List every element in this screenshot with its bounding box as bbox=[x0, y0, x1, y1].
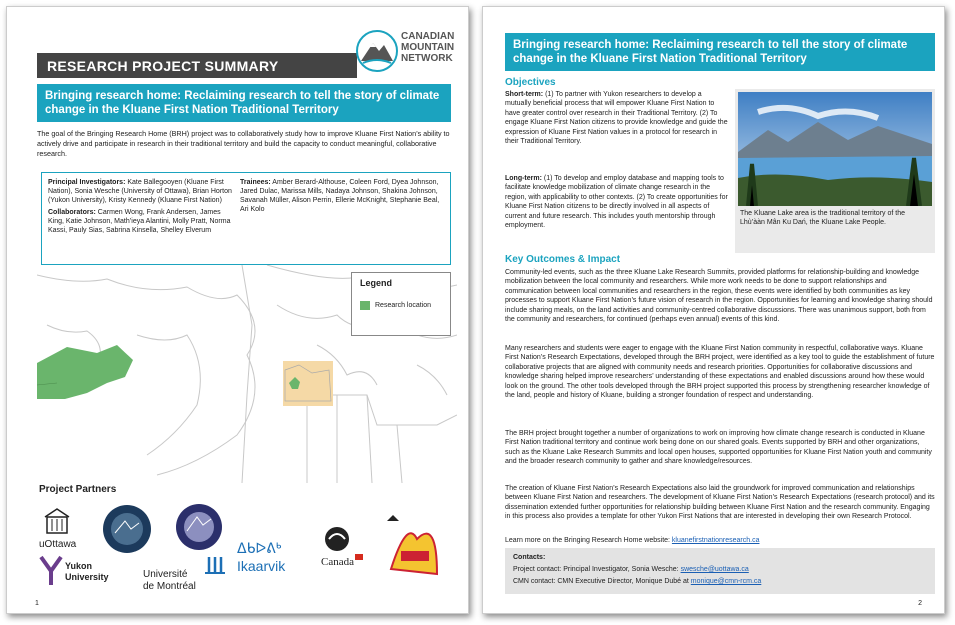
long-term-objective: Long-term: (1) To develop and employ database and mapping tools to facilitate knowledge mobilization of climate change research in the region, with applicability to other contexts. (2) To create opportunities for Kluane First Nation citizens to be directly involved in all aspects of current and future research. This includes youth mentorship through employment. bbox=[505, 175, 728, 230]
page-number-1: 1 bbox=[35, 600, 39, 607]
ikaarvik-syllabics: ᐃᑲᐅᕕᒃ bbox=[237, 541, 282, 557]
cmn-contact: CMN contact: CMN Executive Director, Monique Dubé at monique@cmn-rcm.ca bbox=[513, 578, 762, 585]
first-nation-seal-logo bbox=[176, 504, 222, 550]
project-contact: Project contact: Principal Investigator, Sonia Wesche: swesche@uottawa.ca bbox=[513, 566, 749, 573]
yukon-text-2: University bbox=[65, 572, 109, 582]
outcomes-heading: Key Outcomes & Impact bbox=[505, 254, 621, 265]
seal-logo bbox=[103, 505, 151, 553]
team-box bbox=[41, 172, 451, 265]
outcome-paragraph-1: Community-led events, such as the three Kluane Lake Research Summits, provided platforms for relationship-building and knowledge mobilization between the local community and researchers. While more work needs to be done to support relationships and communication between local communities and researchers in the region, these events were identified by both communities as key processes to support Kluane First Nation’s future vision of research in the region. Opportunities for learning and knowledge sharing should include sharing meals, on the land activities and community-centred collaborative discussions. There was unanimous support, both from the community and researchers, for continued (perhaps even annual) events of this kind. bbox=[505, 269, 933, 324]
page-title: Bringing research home: Reclaiming research to tell the story of climate change in the Kluane First Nation Traditional Territory bbox=[37, 84, 451, 122]
learn-more-line: Learn more on the Bringing Research Home website: kluanefirstnationresearch.ca bbox=[505, 537, 760, 544]
goal-paragraph: The goal of the Bringing Research Home (BRH) project was to collaboratively study how to improve Kluane First Nation’s ability to actively drive and participate in research in their traditional territory and build the capacity to conduct meaningful, collaborative research. bbox=[37, 129, 450, 158]
logo-line-2: MOUNTAIN bbox=[401, 42, 455, 53]
contacts-box bbox=[505, 548, 935, 594]
photo-caption: The Kluane Lake area is the traditional territory of the Lhù’ààn Mân Ku Dań, the Kluane Lake People. bbox=[740, 210, 905, 226]
mountain-logo-icon bbox=[355, 29, 399, 73]
outcome-paragraph-3: The BRH project brought together a number of organizations to work on improving how climate change research is conducted in Kluane First Nation traditional territory and continue work being done on our shared goals. Events supported by BRH and other organizations, such as the Kluane Lake Research Summits and local open houses, supported opportunities for Kluane First Nation youth and community and the broader research community to gather and share knowledge/resources. bbox=[505, 430, 932, 466]
partners-heading: Project Partners bbox=[39, 484, 117, 495]
cmn-email-link[interactable]: monique@cmn-rcm.ca bbox=[690, 578, 762, 585]
logo-line-3: NETWORK bbox=[401, 53, 453, 64]
ikaarvik-logo bbox=[237, 541, 286, 574]
outcome-paragraph-2: Many researchers and students were eager to engage with the Kluane First Nation community in respectful, collaborative ways. Kluane First Nation’s Research Expectations, developed through the BRH project, were identified as a key tool to guide the establishment of future collaborative projects that are aligned with community needs and research priorities. Opportunities for collaborative discussions and knowledge sharing helped improve researchers’ understanding of these expectations and enabled discussions around how these would look on the ground. The other tools developed through the BRH project supported this process by strengthening researcher knowledge of the land, people and history of Kluane, building a stronger foundation of respect and understanding. bbox=[505, 345, 935, 400]
yukon-logo bbox=[41, 557, 109, 585]
cmn-logo bbox=[355, 27, 455, 79]
summary-banner: RESEARCH PROJECT SUMMARY bbox=[37, 53, 357, 78]
ikaarvik-text: Ikaarvik bbox=[237, 558, 286, 574]
principal-investigators: Principal Investigators: Kate Ballegooyen (Kluane First Nation), Sonia Wesche (University of Ottawa), Brian Horton (Yukon University), Kristy Kennedy (Kluane First Nation) bbox=[48, 179, 232, 204]
outcome-paragraph-4: The creation of Kluane First Nation’s Research Expectations also laid the groundwork for improved communication and relationships between Kluane First Nation and researchers. The development of Kluane First Nation’s Research Expectations (research protocol) and its dissemination extended further opportunities for relationship building between Kluane First Nation and the research community. Engaging in this process also provides a template for other Yukon First Nations that are interested in developing their own Research Protocol. bbox=[505, 485, 935, 521]
kluane-lake-image bbox=[738, 92, 932, 206]
trainees: Trainees: Amber Berard-Althouse, Coleen Ford, Dyea Johnson, Jared Dulac, Marissa Mills, Nadaya Johnson, Shakina Johnson, Savanah Müller, Alison Perrin, Ellerie McKnight, Stephanie Beal, Ari Kolo bbox=[240, 179, 440, 213]
collaborators: Collaborators: Carmen Wong, Frank Andersen, James King, Katie Johnson, Math’ieya Alantini, Molly Pratt, Norma Kassi, Pauly Sias, Sabrina Kinsella, Shelley Elverum bbox=[48, 209, 231, 234]
partner-logos bbox=[37, 499, 457, 604]
uottawa-logo bbox=[39, 509, 77, 550]
page-number-2: 2 bbox=[918, 600, 922, 607]
project-email-link[interactable]: swesche@uottawa.ca bbox=[680, 566, 749, 573]
short-term-objective: Short-term: (1) To partner with Yukon researchers to develop a mutually beneficial process that will empower Kluane First Nation to have greater control over research in their Traditional Territory. (2) To engage Kluane First Nation citizens to provide knowledge and guide the expression of Kluane First Nation values in a protocol for research in their Traditional Territory. bbox=[505, 91, 728, 146]
yukon-text-1: Yukon bbox=[65, 561, 93, 571]
canada-text: Canada bbox=[321, 556, 354, 568]
page-1 bbox=[6, 6, 469, 614]
kluane-photo-card bbox=[735, 89, 935, 253]
page-title-2: Bringing research home: Reclaiming research to tell the story of climate change in the Kluane First Nation Traditional Territory bbox=[505, 33, 935, 71]
legend-swatch bbox=[360, 301, 370, 310]
udem-logo bbox=[143, 557, 225, 592]
legend-label: Research location bbox=[375, 302, 432, 309]
canada-logo bbox=[321, 527, 363, 568]
map-legend bbox=[351, 272, 451, 336]
legend-title: Legend bbox=[360, 278, 393, 288]
objectives-heading: Objectives bbox=[505, 77, 556, 88]
page-2 bbox=[482, 6, 945, 614]
community-logo bbox=[387, 515, 437, 574]
udem-text-2: de Montréal bbox=[143, 581, 196, 592]
contacts-heading: Contacts: bbox=[513, 554, 546, 561]
logo-line-1: CANADIAN bbox=[401, 31, 455, 42]
uottawa-text: uOttawa bbox=[39, 539, 77, 550]
legend-item bbox=[360, 301, 442, 310]
website-link[interactable]: kluanefirstnationresearch.ca bbox=[671, 537, 760, 544]
udem-text-1: Université bbox=[143, 569, 188, 580]
